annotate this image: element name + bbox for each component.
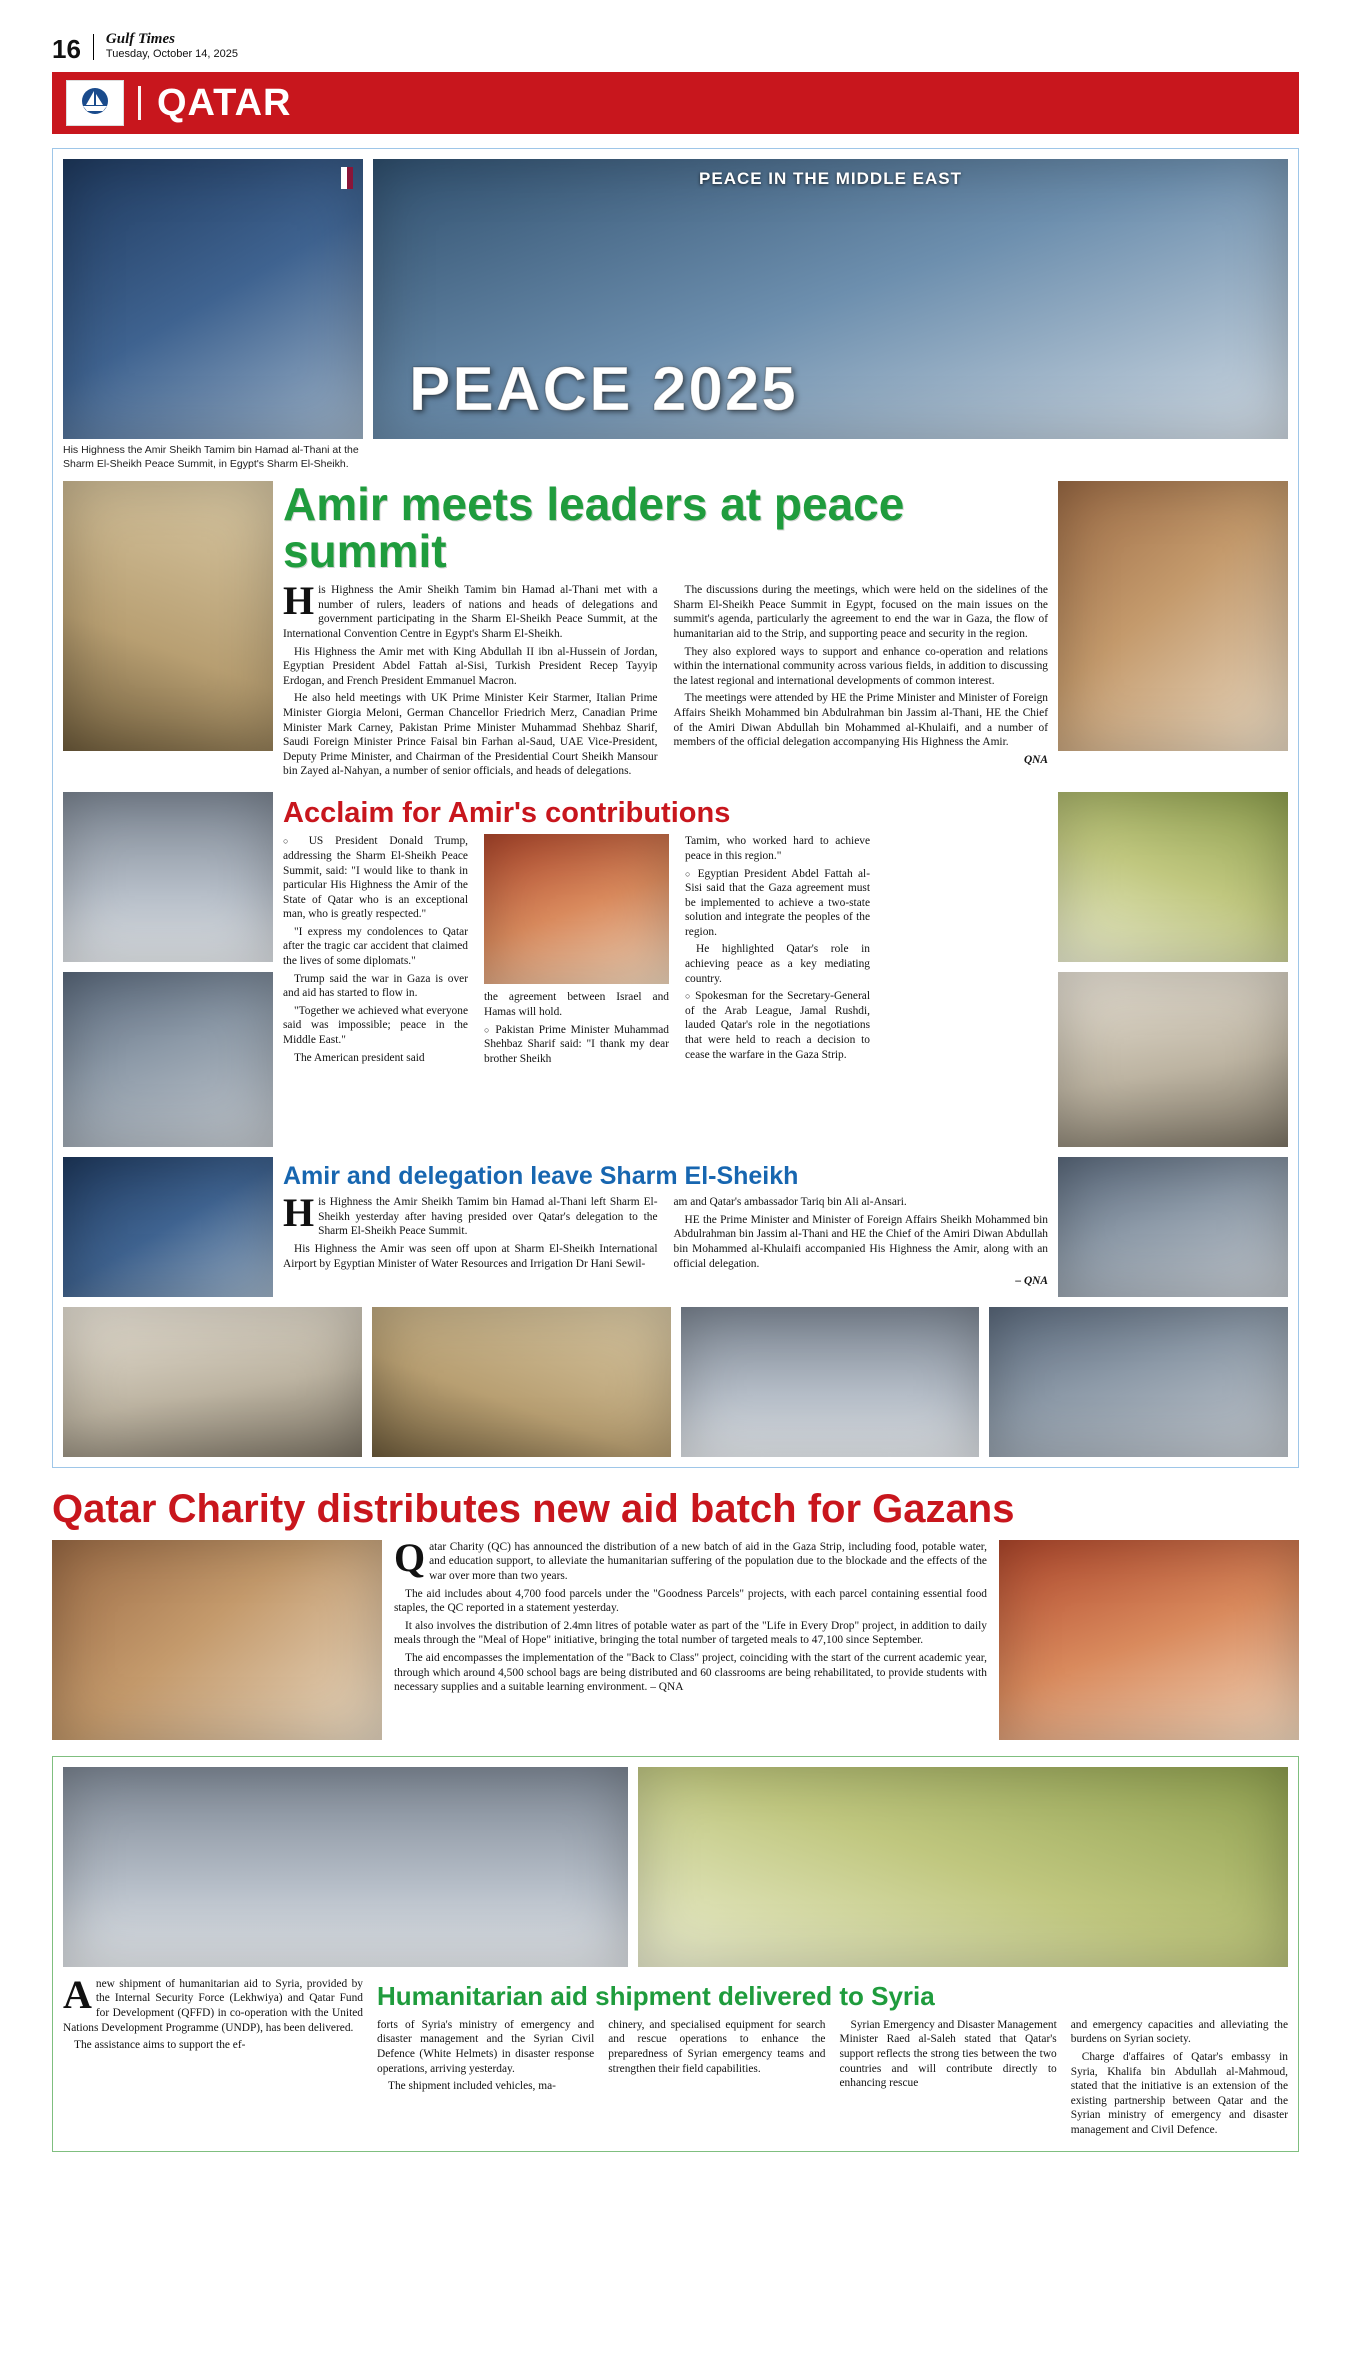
lead-paragraph: They also explored ways to support and enhance co-operation and relations within the international community across various fields, in addition to discussing the latest regional and international developments of common interest. (673, 645, 1048, 687)
amir-trump-handshake-photo (1058, 481, 1288, 751)
amir-meeting-photo-right (1058, 972, 1288, 1147)
syria-paragraph: Syrian Emergency and Disaster Management Minister Raed al-Saleh stated that Qatar's support reflects the strong ties between the two countries and will contribute directly to enhancing rescue (839, 2018, 1057, 2090)
acclaim-paragraph: the agreement between Israel and Hamas will hold. (484, 991, 669, 1018)
charity-row (52, 1534, 1299, 1740)
charity-headline: Qatar Charity distributes new aid batch for Gazans (52, 1486, 1015, 1531)
meeting-photo-strip (63, 1307, 1288, 1457)
amir-portrait-photo (63, 159, 363, 439)
acclaim-paragraph: ○ Spokesman for the Secretary-General of the Arab League, Jamal Rushdi, lauded Qatar's role in the negotiations that were held to reach a decision to cease the warfare in the Gaza Strip. (685, 989, 870, 1062)
acclaim-paragraph: "I express my condolences to Qatar after the tragic car accident that claimed the lives of some diplomats." (283, 925, 468, 968)
acclaim-paragraph: Tamim, who worked hard to achieve peace in this region." (685, 835, 870, 862)
paper-title: Gulf Times (105, 31, 175, 48)
syria-paragraph: Anew shipment of humanitarian aid to Syria, provided by the Internal Security Force (Lekhwiya) and Qatar Fund for Development (QFFD) in co-operation with the United Nations Development Programme (UNDP), has been delivered. (63, 1971, 363, 2034)
charity-paragraph: It also involves the distribution of 2.4mn litres of potable water as part of the "Life in Every Drop" project, in addition to daily meals through the "Meal of Hope" initiative, bringing the total number of targeted meals to 47,100 since September. (394, 1619, 987, 1647)
masthead (52, 0, 1299, 62)
charity-photo-left (52, 1540, 382, 1740)
acclaim-paragraph: He highlighted Qatar's role in achieving peace as a key mediating country. (685, 943, 870, 985)
meeting-photo-3 (681, 1307, 980, 1457)
page-number: 16 (52, 34, 81, 64)
charity-paragraph: Qatar Charity (QC) has announced the distribution of a new batch of aid in the Gaza Strip, including food, potable water, and education support, to alleviate the humanitarian suffering of the population due to the blockade and the effects of the war over more than two years. (394, 1534, 987, 1583)
departure-paragraph: am and Qatar's ambassador Tariq bin Ali al-Ansari. (673, 1196, 907, 1209)
departure-paragraph: HE the Prime Minister and Minister of Foreign Affairs Sheikh Mohammed bin Abdulrahman bin Jassim al-Thani and HE the Chief of the Amiri Diwan Abdullah bin Mohammed al-Khulaifi accompanied His Highness the Amir, along with an official delegation. (673, 1213, 1048, 1270)
syria-paragraph: chinery, and specialised equipment for search and rescue operations to enhance the preparedness of Syrian emergency teams and strengthen their field capabilities. (608, 2018, 826, 2075)
departure-paragraph: His Highness the Amir was seen off upon at Sharm El-Sheikh International Airport by Egyptian Minister of Water Resources and Irrigation Dr Hani Sewil- (283, 1242, 658, 1270)
charity-photo-right (999, 1540, 1299, 1740)
acclaim-paragraph: ○ Pakistan Prime Minister Muhammad Shehbaz Sharif said: "I thank my dear brother Sheikh (484, 1023, 669, 1067)
syria-paragraph: Charge d'affaires of Qatar's embassy in Syria, Khalifa bin Abdullah al-Mahmoud, stated that the initiative is an extension of the existing partnership between Qatar and the Syrian ministry of emergency and disaster management and Civil Defence. (1070, 2051, 1288, 2137)
section-bar-divider (138, 86, 141, 120)
charity-paragraph: The aid includes about 4,700 food parcels under the "Goodness Parcels" projects, with each parcel containing essential food staples, the QC reported in a statement yesterday. (394, 1587, 987, 1615)
acclaim-paragraph: Trump said the war in Gaza is over and aid has started to flow in. (283, 972, 468, 1000)
summit-banner-text: PEACE IN THE MIDDLE EAST (699, 169, 962, 188)
departure-headline: Amir and delegation leave Sharm El-Sheikh (283, 1161, 799, 1190)
acclaim-paragraph: The American president said (294, 1051, 425, 1064)
meeting-photo-2 (372, 1307, 671, 1457)
charity-paragraph: The aid encompasses the implementation of the "Back to Class" project, coinciding with the start of the current academic year, through which around 4,500 school bags are being distributed and 60 classrooms are being rehabilitated, to provide students with necessary supplies and a suitable learning environment. – QNA (394, 1652, 987, 1694)
syria-paragraph: forts of Syria's ministry of emergency and disaster management and the Syrian Civil Defence (White Helmets) in disaster response operations, arriving yesterday. (377, 2018, 595, 2075)
lead-article-block (52, 148, 1299, 1468)
publication-date: Tuesday, October 14, 2025 (105, 47, 239, 60)
summit-stage-photo (373, 159, 1288, 439)
amir-sisi-photo (63, 481, 273, 751)
acclaim-paragraph: ○ US President Donald Trump, addressing the Sharm El-Sheikh Peace Summit, said: "I would like to thank in particular His Highness the Amir of the State of Qatar who is an exceptional man, who is greatly respected." (283, 834, 468, 922)
lead-paragraph: The meetings were attended by HE the Prime Minister and Minister of Foreign Affairs Sheikh Mohammed bin Abdulrahman bin Jassim al-Thani, HE the Chief of the Amiri Diwan Abdullah bin Mohammed al-Khulaifi, and a number of members of the official delegation accompanying His Highness the Amir. (673, 692, 1048, 749)
charity-columns (394, 1534, 987, 1698)
syria-paragraph: The assistance aims to support the ef- (74, 2039, 246, 2052)
syria-headline: Humanitarian aid shipment delivered to Syria (377, 1980, 935, 2011)
masthead-divider (93, 34, 94, 60)
departure-row (63, 1157, 1288, 1297)
syria-photo-left (63, 1767, 628, 1967)
lead-headline: Amir meets leaders at peace summit (283, 478, 905, 578)
trump-document-photo (484, 834, 669, 984)
lead-credit: QNA (1023, 753, 1048, 766)
departure-credit: – QNA (1015, 1275, 1048, 1288)
lead-paragraph: His Highness the Amir met with King Abdullah II ibn al-Hussein of Jordan, Egyptian President Abdel Fattah al-Sisi, Turkish President Recep Tayyip Erdogan, and French President Emmanuel Macron. (283, 645, 658, 687)
amir-portrait-caption: His Highness the Amir Sheikh Tamim bin Hamad al-Thani at the Sharm El-Sheikh Peace Summit, in Egypt's Sharm El-Sheikh. (63, 444, 359, 471)
lead-paragraph: His Highness the Amir Sheikh Tamim bin Hamad al-Thani met with a number of rulers, leaders of nations and heads of delegations and government participating in the Sharm El-Sheikh Peace Summit, at the International Convention Centre in Egypt's Sharm El-Sheikh. (283, 578, 658, 640)
departure-columns (283, 1190, 1048, 1292)
qatar-flag-icon (341, 167, 353, 189)
acclaim-headline: Acclaim for Amir's contributions (283, 796, 731, 829)
syria-article-block (52, 1756, 1299, 2152)
meeting-photo-1 (63, 1307, 362, 1457)
lead-paragraph: The discussions during the meetings, which were held on the sidelines of the Sharm El-Sheikh Peace Summit in Egypt, focused on the main issues on the summit's agenda, particularly the agreement to end the war in Gaza, the flow of humanitarian aid to the Strip, and supporting peace and security in the region. (673, 584, 1048, 640)
lead-photo-row (63, 159, 1288, 471)
departure-paragraph: His Highness the Amir Sheikh Tamim bin Hamad al-Thani left Sharm El-Sheikh yesterday after having presided over Qatar's delegation to the Sharm El-Sheikh Peace Summit. (283, 1190, 658, 1238)
amir-king-abdullah-photo (1058, 792, 1288, 962)
meeting-photo-4 (989, 1307, 1288, 1457)
syria-paragraph: and emergency capacities and alleviating the burdens on Syrian society. (1070, 2018, 1288, 2046)
lead-headline-row (63, 478, 1288, 782)
section-bar (52, 72, 1299, 134)
amir-portrait-figure (63, 159, 363, 471)
amir-meeting-photo-left (63, 972, 273, 1147)
summit-photo-figure (373, 159, 1288, 471)
lead-body-columns (283, 578, 1048, 782)
syria-photo-right (638, 1767, 1288, 1967)
departure-photo-right (1058, 1157, 1288, 1297)
acclaim-row (63, 792, 1288, 1147)
gulf-times-dhow-icon (66, 80, 124, 126)
syria-columns (377, 2018, 1288, 2141)
acclaim-paragraph: "Together we achieved what everyone said was impossible; peace in the Middle East." (283, 1004, 468, 1047)
acclaim-paragraph: ○ Egyptian President Abdel Fattah al-Sisi said that the Gaza agreement must be implemented to achieve a two-state solution and integrate the peoples of the region. (685, 867, 870, 940)
amir-macron-photo (63, 792, 273, 962)
peace-2025-overlay: PEACE 2025 (409, 355, 798, 424)
syria-paragraph: The shipment included vehicles, ma- (388, 2080, 556, 2093)
lead-paragraph: He also held meetings with UK Prime Minister Keir Starmer, Italian Prime Minister Giorgia Meloni, German Chancellor Friedrich Merz, Canadian Prime Minister Mark Carney, Pakistan Prime Minister Muhammad Shehbaz Sharif, Saudi Foreign Minister Prince Faisal bin Farhan al-Saud, UAE Vice-President, Deputy Prime Minister, and Chairman of the Presidential Court Sheikh Mansour bin Zayed al-Nahyan, a number of senior officials, and heads of delegations. (283, 692, 658, 778)
section-title: QATAR (157, 81, 292, 124)
departure-photo-left (63, 1157, 273, 1297)
acclaim-columns (283, 834, 1048, 1069)
